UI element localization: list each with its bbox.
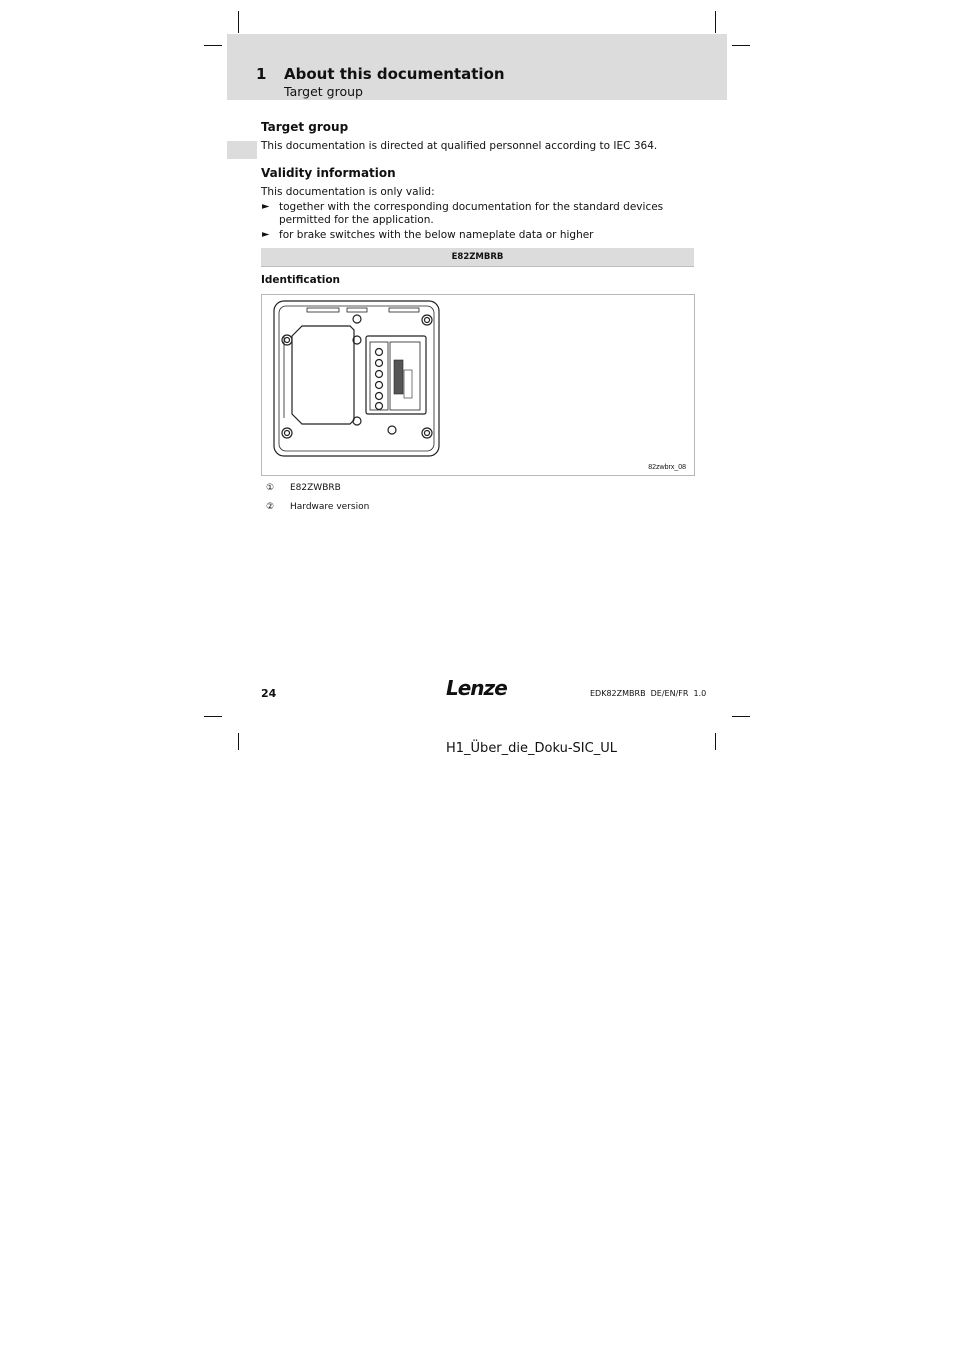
brake-switch-drawing	[272, 300, 452, 462]
identification-heading: Identification	[261, 274, 341, 286]
validity-bullet: for brake switches with the below nameplate data or higher	[279, 229, 594, 241]
lenze-logo: Lenze	[446, 676, 507, 700]
crop-mark	[732, 45, 750, 46]
bullet-arrow-icon: ►	[262, 201, 270, 212]
crop-mark	[715, 733, 716, 750]
crop-mark	[238, 11, 239, 33]
crop-mark	[204, 45, 222, 46]
crop-mark	[238, 733, 239, 750]
legend-marker: ②	[266, 502, 275, 512]
file-name: H1_Über_die_Doku-SIC_UL	[446, 741, 617, 756]
bullet-arrow-icon: ►	[262, 229, 270, 240]
figure-code: 82zwbrx_08	[648, 464, 686, 471]
legend-text: Hardware version	[290, 502, 370, 512]
identification-figure	[261, 294, 695, 476]
chapter-number: 1	[256, 65, 267, 83]
side-tab-marker	[227, 141, 257, 159]
chapter-subtitle: Target group	[284, 84, 363, 99]
validity-bullet: together with the corresponding documentation for the standard devices permitted for the application.	[279, 201, 664, 226]
validity-intro: This documentation is only valid:	[261, 186, 435, 198]
document-id: EDK82ZMBRB DE/EN/FR 1.0	[590, 689, 707, 698]
target-group-heading: Target group	[261, 120, 349, 134]
crop-mark	[204, 716, 222, 717]
chapter-title: About this documentation	[284, 65, 505, 83]
crop-mark	[732, 716, 750, 717]
legend-text: E82ZWBRB	[290, 483, 341, 493]
crop-mark	[715, 11, 716, 33]
page-number: 24	[261, 687, 277, 700]
nameplate-table-header: E82ZMBRB	[261, 248, 694, 267]
legend-marker: ①	[266, 483, 275, 493]
validity-heading: Validity information	[261, 166, 396, 180]
target-group-text: This documentation is directed at qualified personnel according to IEC 364.	[261, 140, 658, 152]
